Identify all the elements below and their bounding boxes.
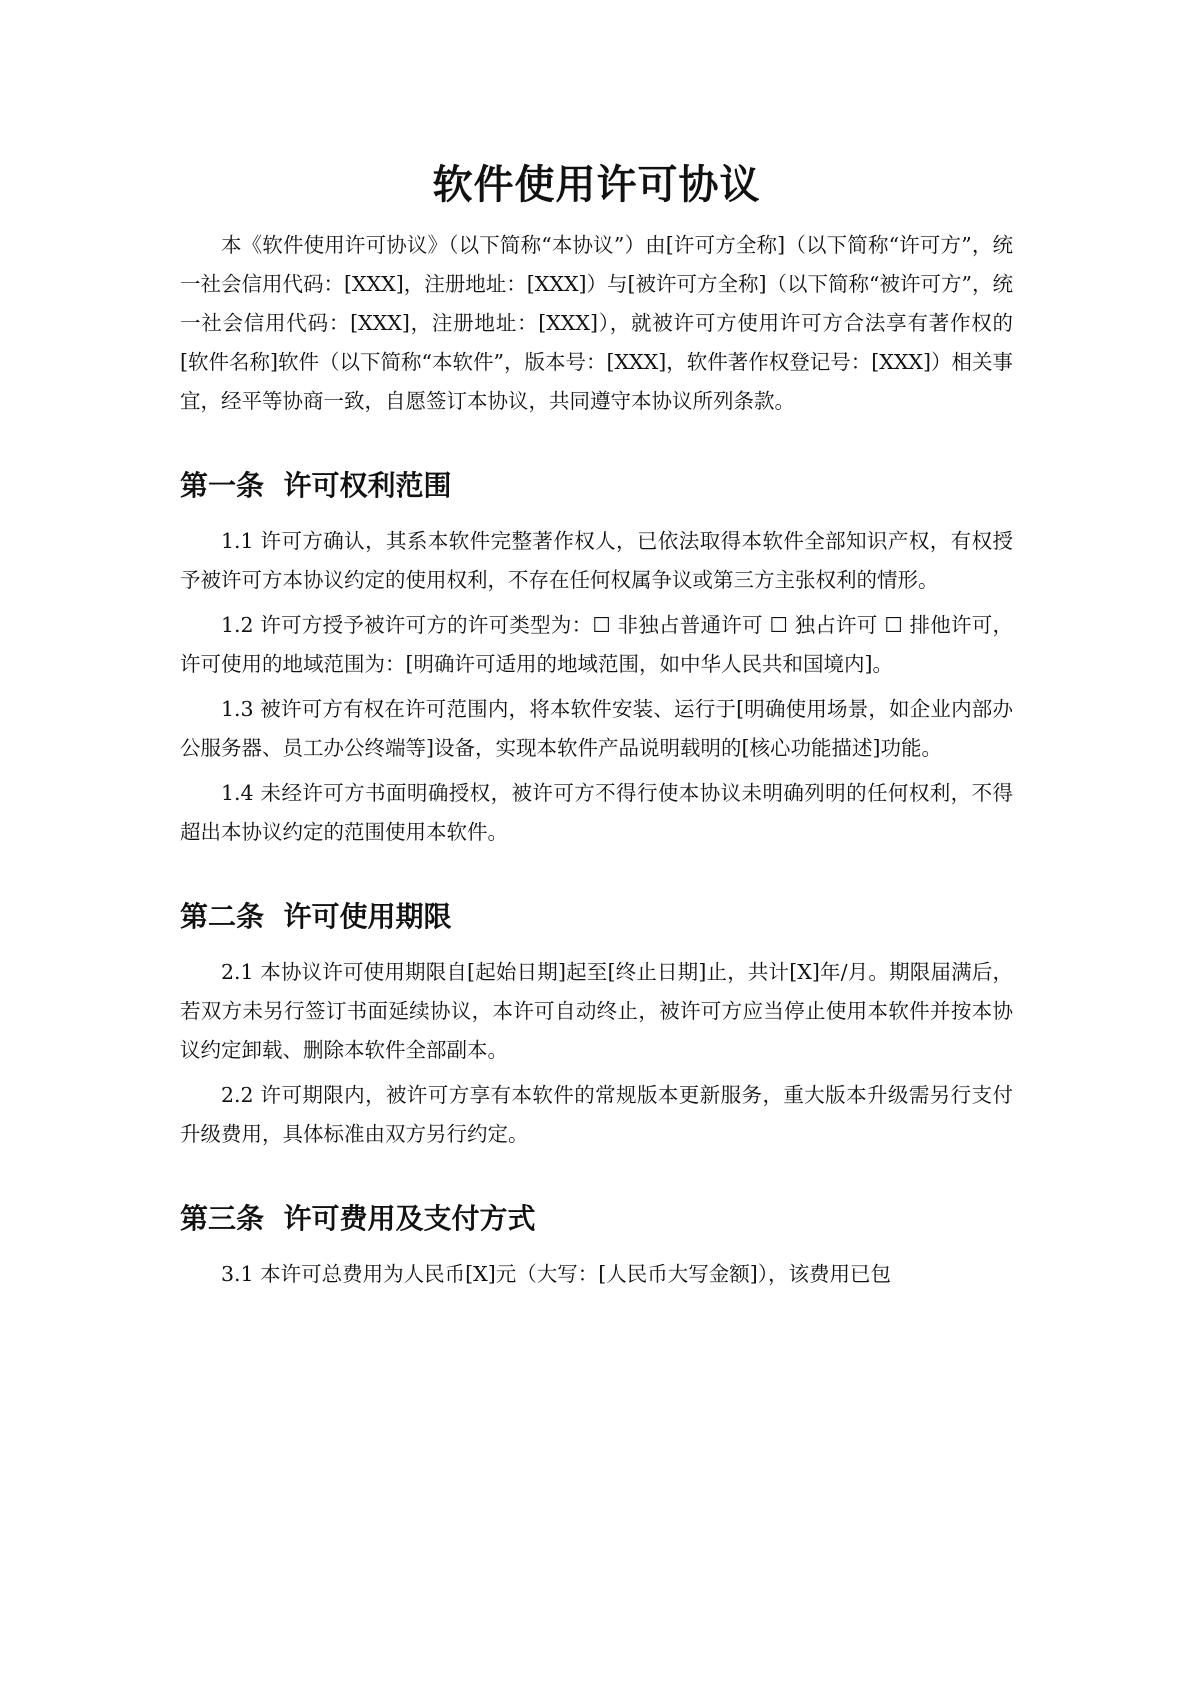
clause-1-4: 1.4 未经许可方书面明确授权，被许可方不得行使本协议未明确列明的任何权利，不得超出本协议约定的范围使用本软件。 <box>180 781 1013 844</box>
clause-1-3: 1.3 被许可方有权在许可范围内，将本软件安装、运行于[明确使用场景，如企业内部办公服务器、员工办公终端等]设备，实现本软件产品说明载明的[核心功能描述]功能。 <box>180 697 1013 760</box>
spacer <box>180 421 1013 466</box>
spacer <box>180 506 1013 522</box>
spacer <box>180 1154 1013 1199</box>
spacer <box>180 937 1013 953</box>
clause-3-1: 3.1 本许可总费用为人民币[X]元（大写：[人民币大写金额]），该费用已包 <box>221 1262 891 1286</box>
document-title: 软件使用许可协议 <box>432 162 761 208</box>
article-2-heading: 第二条 许可使用期限 <box>180 900 452 933</box>
clause-1-2: 1.2 许可方授予被许可方的许可类型为：☐ 非独占普通许可 ☐ 独占许可 ☐ 排他许可，许可使用的地域范围为：[明确许可适用的地域范围，如中华人民共和国境内]。 <box>180 613 1013 676</box>
spacer <box>180 852 1013 897</box>
preamble-paragraph: 本《软件使用许可协议》（以下简称“本协议”）由[许可方全称]（以下简称“许可方”，统一社会信用代码：[XXX]，注册地址：[XXX]）与[被许可方全称]（以下简称“被许可方”，统一社会信用代码：[XXX]，注册地址：[XXX]），就被许可方使用许可方合法享有著作权的[软件名称]软件（以下简称“本软件”，版本号：[XXX]，软件著作权登记号：[XXX]）相关事宜，经平等协商一致，自愿签订本协议，共同遵守本协议所列条款。 <box>180 233 1014 413</box>
article-3-heading: 第三条 许可费用及支付方式 <box>180 1202 536 1235</box>
spacer <box>180 1239 1013 1255</box>
article-1-heading: 第一条 许可权利范围 <box>180 469 452 502</box>
clause-1-1: 1.1 许可方确认，其系本软件完整著作权人，已依法取得本软件全部知识产权，有权授予被许可方本协议约定的使用权利，不存在任何权属争议或第三方主张权利的情形。 <box>180 529 1013 592</box>
clause-2-1: 2.1 本协议许可使用期限自[起始日期]起至[终止日期]止，共计[X]年/月。期限届满后，若双方未另行签订书面延续协议，本许可自动终止，被许可方应当停止使用本软件并按本协议约定卸载、删除本软件全部副本。 <box>180 960 1013 1062</box>
clause-2-2: 2.2 许可期限内，被许可方享有本软件的常规版本更新服务，重大版本升级需另行支付升级费用，具体标准由双方另行约定。 <box>180 1083 1013 1146</box>
